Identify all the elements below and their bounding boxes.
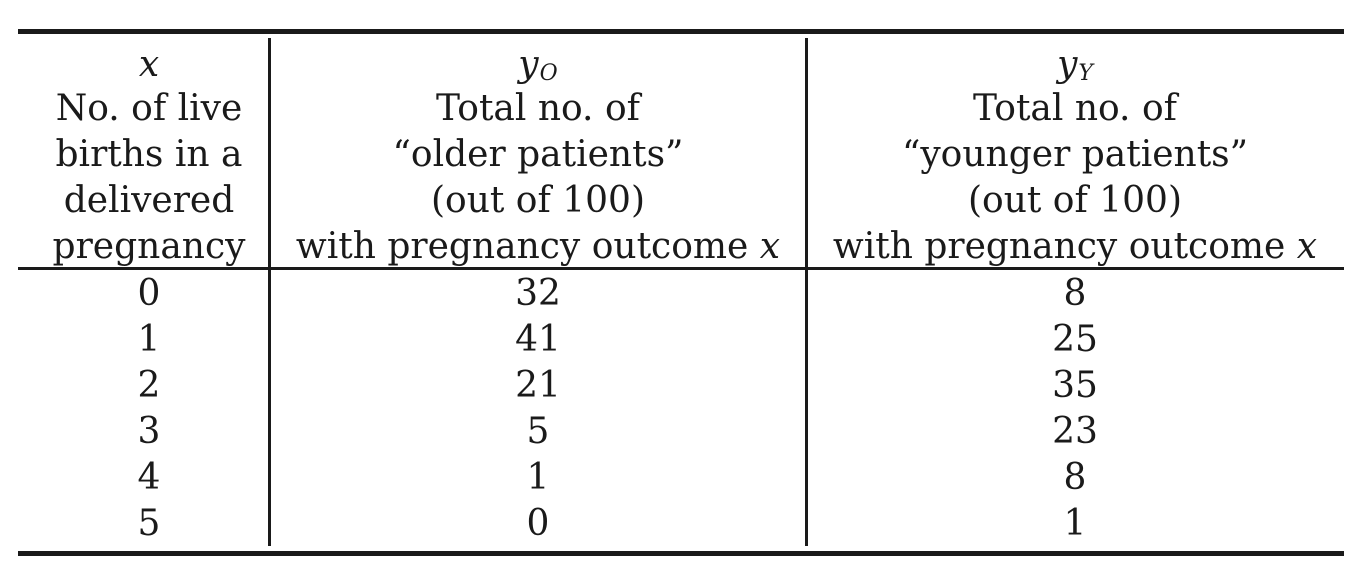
table-cell: 35 [1052, 365, 1098, 406]
header-line: delivered [63, 180, 235, 221]
table-cell: 8 [1063, 273, 1087, 314]
table-cell: 32 [515, 273, 561, 314]
table-bottom-rule [18, 551, 1344, 556]
table-top-rule [18, 29, 1344, 34]
header-line: Total no. of [436, 88, 640, 129]
header-y-younger [808, 42, 1342, 270]
header-line: (out of 100) [430, 180, 645, 221]
header-line: No. of live [55, 88, 243, 129]
variable-x: x [138, 44, 160, 85]
table-cell: 3 [137, 411, 161, 452]
header-x [30, 42, 268, 270]
header-line: with pregnancy outcome x [832, 226, 1318, 267]
header-line: “younger patients” [901, 134, 1249, 175]
table-cell: 1 [1063, 503, 1087, 544]
header-y-older [271, 42, 805, 270]
table-cell: 0 [526, 503, 550, 544]
table-cell: 25 [1052, 319, 1098, 360]
table-cell: 41 [515, 319, 561, 360]
table-cell: 21 [515, 365, 561, 406]
table-cell: 23 [1052, 411, 1098, 452]
header-line: Total no. of [973, 88, 1177, 129]
table-cell: 1 [137, 319, 161, 360]
variable-y-o: $y_O$ [518, 44, 558, 86]
header-line: with pregnancy outcome x [295, 226, 781, 267]
table-cell: 5 [526, 411, 550, 452]
table-cell: 0 [137, 273, 161, 314]
table-cell: 1 [526, 457, 550, 498]
table-cell: 5 [137, 503, 161, 544]
table-cell: 4 [137, 457, 161, 498]
table-cell: 8 [1063, 457, 1087, 498]
header-line: “older patients” [392, 134, 684, 175]
column-x-values [30, 271, 268, 547]
column-younger-values [808, 271, 1342, 547]
column-older-values [271, 271, 805, 547]
table-cell: 2 [137, 365, 161, 406]
header-line: (out of 100) [967, 180, 1182, 221]
variable-y-y: $y_Y$ [1057, 44, 1093, 86]
header-line: births in a [55, 134, 243, 175]
header-line: pregnancy [52, 226, 246, 267]
